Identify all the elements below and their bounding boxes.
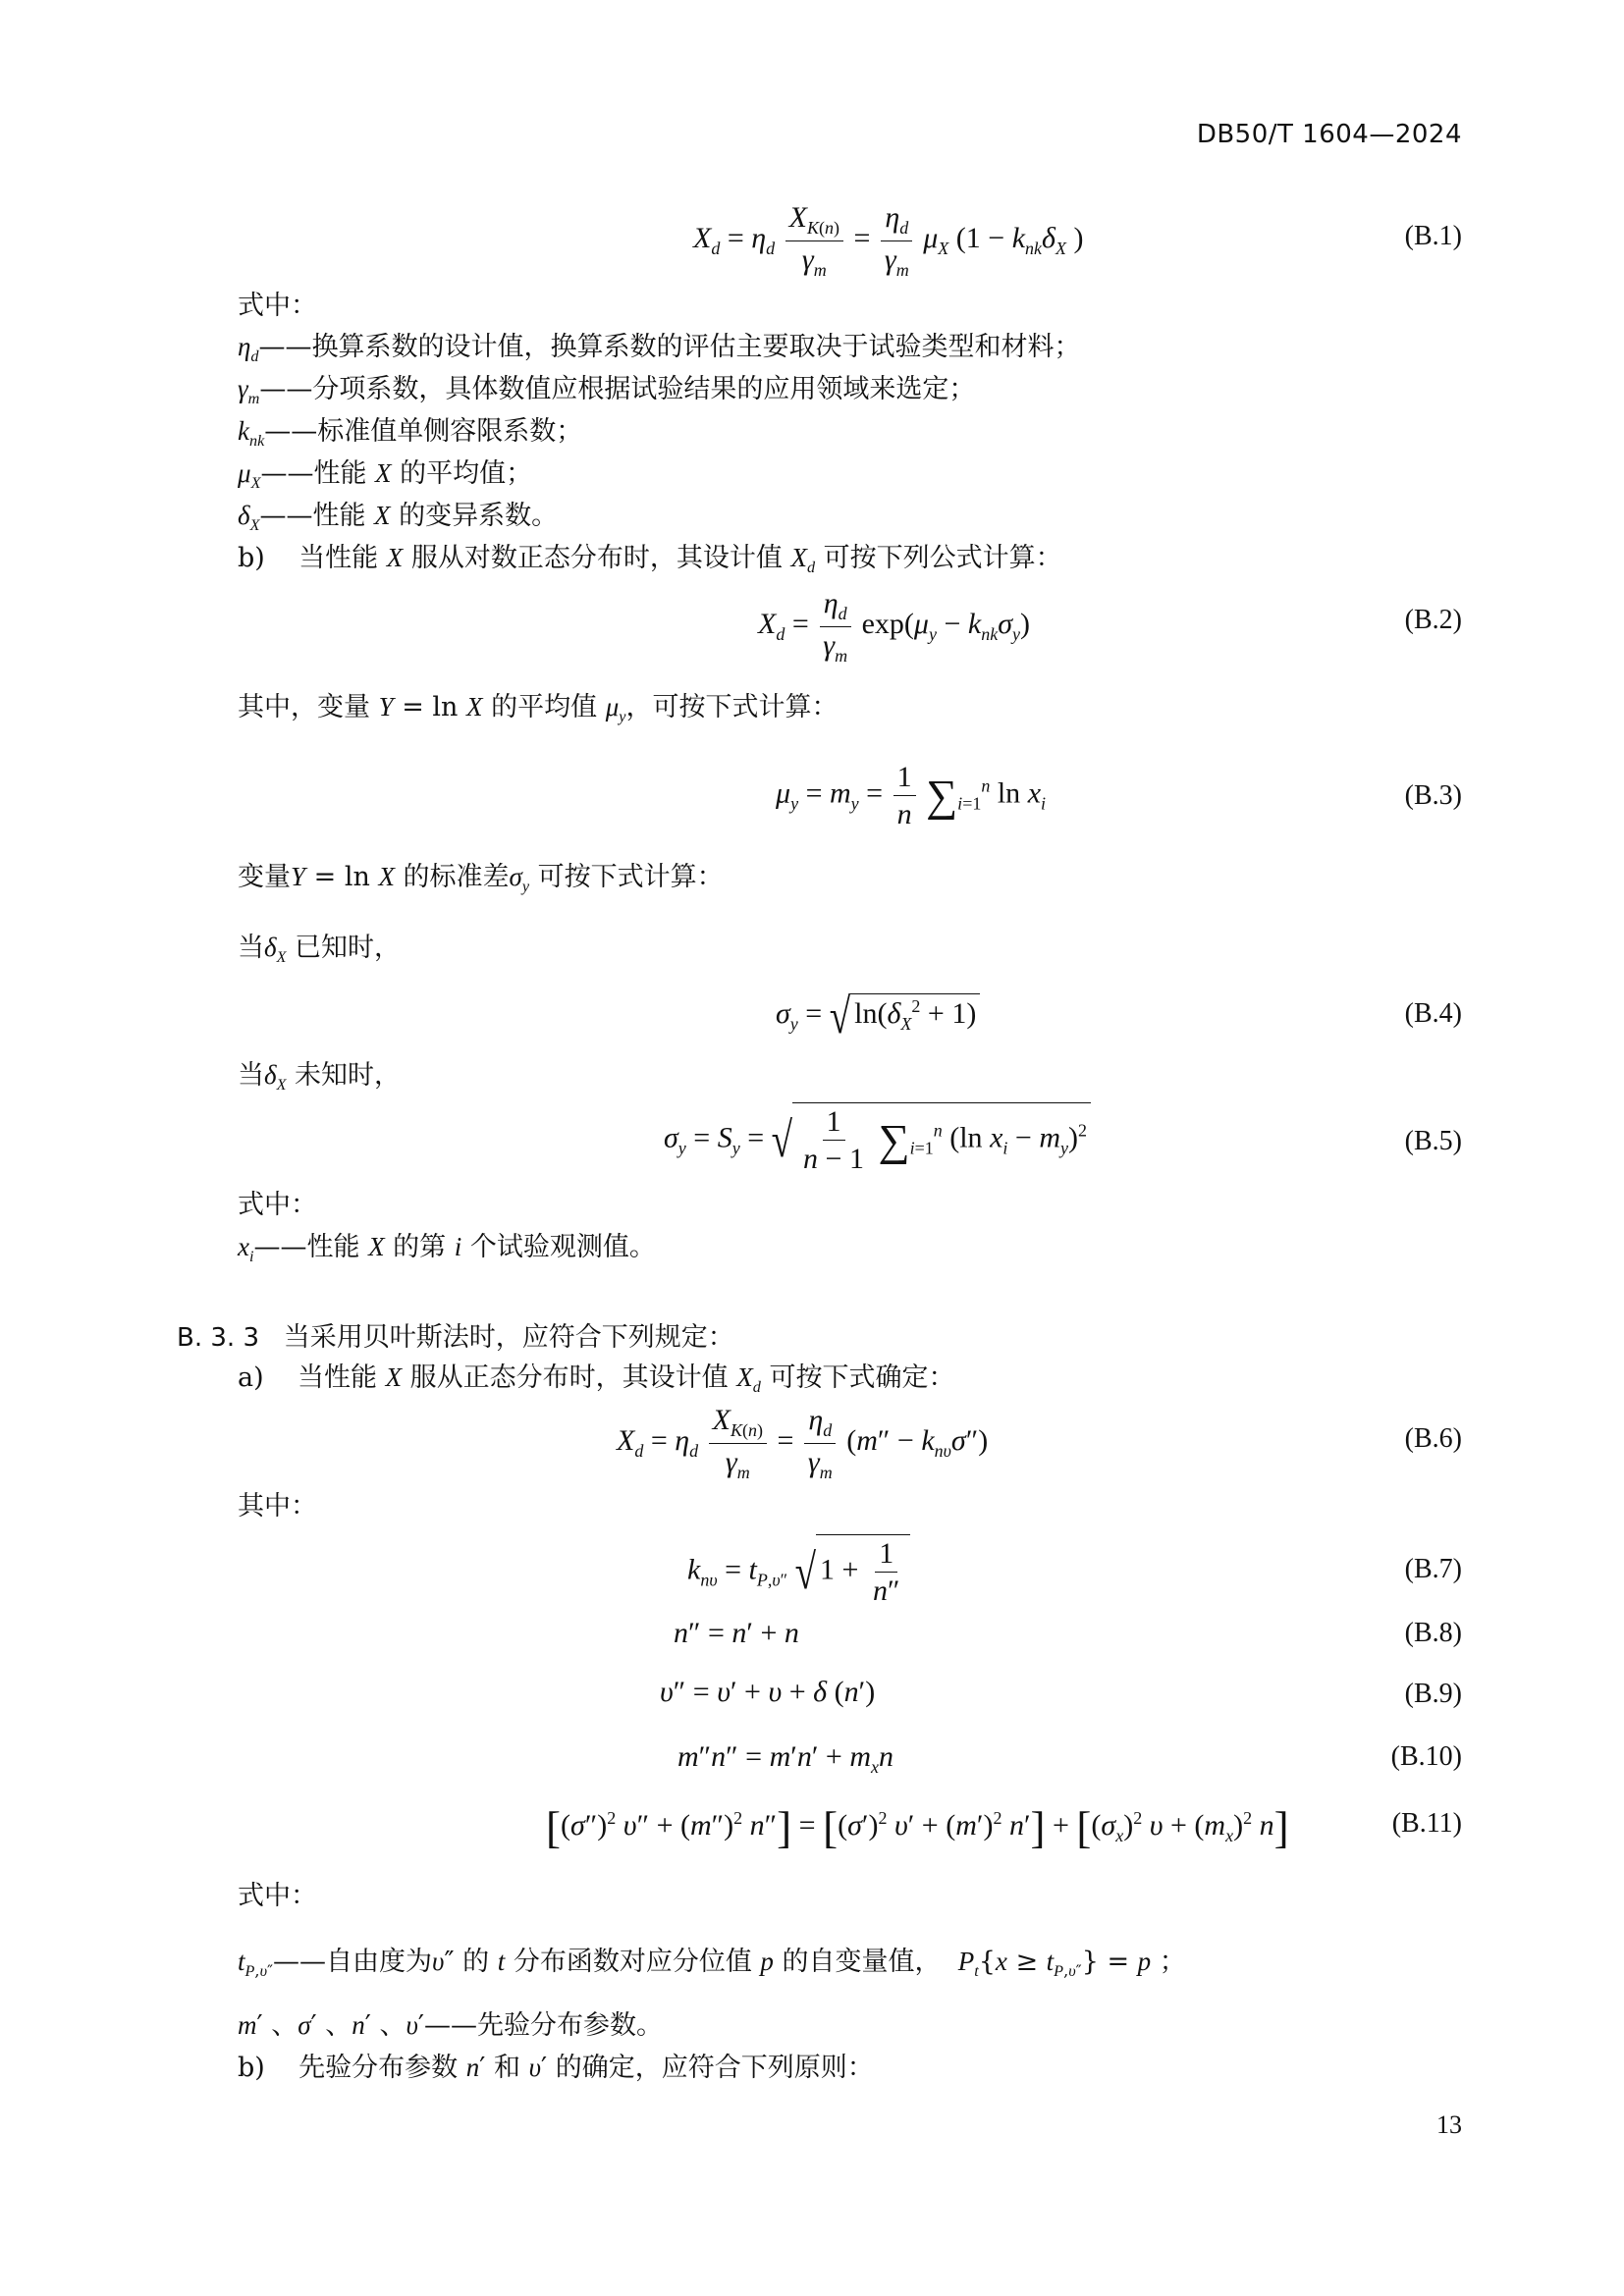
equation-b6: $X_d = \eta_d$ $\frac{X_{K(n)}}{\gamma_m}$ = $\frac{\eta_d}{\gamma_m}$ $(m'' - k_{n\upsilon}\sigma'')$ xyxy=(617,1404,989,1482)
list-text: 先验分布参数 xyxy=(298,2053,459,2083)
equation-b5: $\sigma_y = S_y$ = √ $\frac{1}{n - 1}$ $\sum_{i=1}^n$ (ln $x_i - m_y)^2$ xyxy=(664,1102,1091,1175)
list-text: 服从对数正态分布时，其设计值 xyxy=(410,543,783,573)
where-label: 式中： xyxy=(238,291,317,321)
list-item-b2: b) 先验分布参数 n′ 和 υ′ 的确定，应符合下列原则： xyxy=(238,2053,874,2083)
equation-number: (B.2) xyxy=(1404,605,1462,635)
equation-b8: n″ = n′ + n xyxy=(674,1617,799,1649)
paragraph-text: 未知时， xyxy=(295,1060,402,1091)
definition-text: ——先验分布参数。 xyxy=(424,2010,664,2041)
where-label: 式中： xyxy=(238,1190,317,1220)
equation-b2: $X_d$ = $\frac{\eta_d}{\gamma_m}$ $\exp(\mu_y - k_{nk}\sigma_y)$ xyxy=(758,587,1030,666)
equation-number: (B.8) xyxy=(1404,1618,1462,1648)
paragraph-text: 的标准差 xyxy=(403,862,510,892)
list-text: 可按下式确定： xyxy=(769,1362,955,1393)
list-text: 当性能 xyxy=(297,1362,377,1393)
list-text: 的确定，应符合下列原则： xyxy=(555,2053,874,2083)
paragraph-text: 可按下式计算： xyxy=(537,862,724,892)
equation-number: (B.7) xyxy=(1404,1554,1462,1584)
definition-delta: $\delta_X——$性能 X 的变异系数。 xyxy=(238,501,559,535)
section-heading xyxy=(177,1318,734,1358)
equation-b4: $\sigma_y$ = √ $\ln(\delta_X^2 + 1)$ xyxy=(776,993,980,1039)
definition-text: ——换算系数的设计值，换算系数的评估主要取决于试验类型和材料； xyxy=(258,332,1081,362)
section-title: 当采用贝叶斯法时，应符合下列规定： xyxy=(283,1322,734,1353)
definition-text: 分布函数对应分位值 xyxy=(513,1947,752,1977)
list-item-a: a) 当性能 X 服从正态分布时，其设计值 $X_d$ 可按下式确定： xyxy=(238,1362,955,1397)
equation-b11: [$(\sigma'')^2$ $\upsilon'' + (m'')^2$ $n''] = [(\sigma')^2$ $\upsilon' + (m')^2$ $n'] + [(\sigma_x)^2$ $\upsilon + (m_x)^2$ n] xyxy=(546,1803,1289,1852)
definition-text: 的平均值； xyxy=(400,458,533,489)
definition-mu: $\mu_X——$性能 X 的平均值； xyxy=(238,458,533,493)
list-text: 可按下列公式计算： xyxy=(823,543,1062,573)
definition-text: ——分项系数，具体数值应根据试验结果的应用领域来选定； xyxy=(259,374,976,404)
definition-xi: $x_i——$性能 X 的第 i 个试验观测值。 xyxy=(238,1232,656,1266)
mean-intro: 其中，变量 Y = ln X 的平均值 $\mu_y$，可按下式计算： xyxy=(238,692,839,726)
equation-number: (B.5) xyxy=(1404,1126,1462,1156)
definition-eta: $\eta_d——$换算系数的设计值，换算系数的评估主要取决于试验类型和材料； xyxy=(238,332,1081,366)
list-label: b) xyxy=(238,2053,265,2083)
definition-text: 的自变量值， xyxy=(782,1947,942,1977)
where-label: 式中： xyxy=(238,1881,317,1911)
definition-knk: $k_{nk}——$标准值单侧容限系数； xyxy=(238,416,583,451)
page-number: 13 xyxy=(1436,2110,1462,2139)
paragraph-text: 其中，变量 xyxy=(238,692,370,722)
equation-number: (B.1) xyxy=(1404,221,1462,251)
unknown-condition: 当$\delta_X$ 未知时， xyxy=(238,1060,402,1095)
equation-number: (B.10) xyxy=(1390,1741,1462,1772)
definition-text: 的变异系数。 xyxy=(399,501,559,531)
equation-b1: $X_d = \eta_d$ $\frac{X_{K(n)}}{\gamma_m}$ = $\frac{\eta_d}{\gamma_m}$ $\mu_X$ ($1 - k_{nk}\delta_X$ ) xyxy=(693,201,1084,280)
list-item-b: b) 当性能 X 服从对数正态分布时，其设计值 $X_d$ 可按下列公式计算： xyxy=(238,543,1062,577)
list-text: 当性能 xyxy=(298,543,379,573)
std-intro: 变量Y = ln X 的标准差$\sigma_y$ 可按下式计算： xyxy=(238,862,724,896)
definition-text: 的第 xyxy=(393,1232,447,1262)
definition-text: ——性能 xyxy=(253,1232,360,1262)
definition-text: ——自由度为 xyxy=(273,1947,433,1977)
equation-number: (B.9) xyxy=(1404,1679,1462,1709)
where-label: 其中： xyxy=(238,1491,317,1522)
paragraph-text: 已知时， xyxy=(295,933,402,963)
definition-text: ——性能 xyxy=(259,501,366,531)
list-label: a) xyxy=(238,1362,264,1393)
list-text: 和 xyxy=(493,2053,520,2083)
equation-b7: $k_{n\upsilon} = t_{P,\upsilon''}$ √ 1 + $\frac{1}{n''}$ xyxy=(687,1534,910,1607)
paragraph-text: 当 xyxy=(238,933,264,963)
equation-number: (B.6) xyxy=(1404,1423,1462,1454)
equation-number: (B.4) xyxy=(1404,998,1462,1029)
equation-b3: $\mu_y = m_y$ = $\frac{1}{n}$ $\sum_{i=1}^n$ $\ln x_i$ xyxy=(776,761,1047,830)
paragraph-text: 当 xyxy=(238,1060,264,1091)
paragraph-text: 的平均值 xyxy=(491,692,598,722)
known-condition: 当$\delta_X$ 已知时， xyxy=(238,933,402,967)
definition-text: 个试验观测值。 xyxy=(469,1232,656,1262)
definition-t: $t_{P,\upsilon''}——$自由度为υ″ 的 t 分布函数对应分位值 p 的自变量值， $P_t\{x \ge t_{P,\upsilon''}\} = p$ ； xyxy=(238,1947,1186,1981)
definition-gamma: $\gamma_m——$分项系数，具体数值应根据试验结果的应用领域来选定； xyxy=(238,374,976,408)
document-code-header: DB50/T 1604—2024 xyxy=(1196,120,1462,149)
section-number: B. 3. 3 xyxy=(177,1323,259,1353)
paragraph-text: ，可按下式计算： xyxy=(625,692,839,722)
equation-number: (B.11) xyxy=(1391,1808,1462,1839)
equation-b10: $m''n'' = m'n' + m_xn$ xyxy=(677,1740,893,1777)
equation-b9: υ″ = υ′ + υ + δ (n′) xyxy=(660,1676,876,1708)
list-label: b) xyxy=(238,543,265,573)
definition-text: 的 xyxy=(462,1947,490,1977)
definition-text: ——性能 xyxy=(260,458,367,489)
definition-prior: m′ 、σ′ 、n′ 、υ′——先验分布参数。 xyxy=(238,2010,664,2041)
paragraph-text: 变量 xyxy=(238,862,291,892)
definition-text: ——标准值单侧容限系数； xyxy=(264,416,583,447)
equation-number: (B.3) xyxy=(1404,780,1462,811)
list-text: 服从正态分布时，其设计值 xyxy=(409,1362,729,1393)
